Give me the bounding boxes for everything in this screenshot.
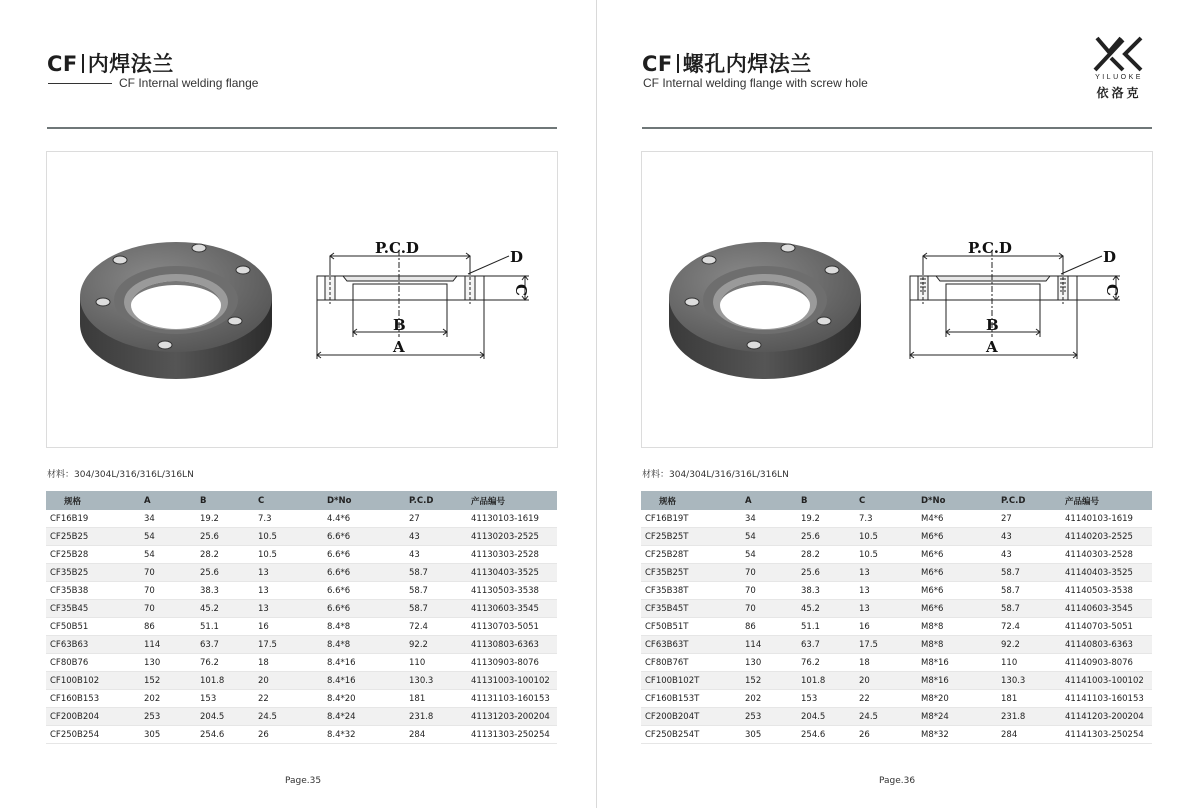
title-chinese: 螺孔内焊法兰	[682, 52, 812, 76]
table-row	[641, 672, 1152, 690]
table-cell: 41131203-200204	[449, 708, 557, 726]
table-cell: M8*20	[901, 690, 983, 708]
label-a: A	[986, 338, 998, 356]
table-cell: 41130903-8076	[449, 654, 557, 672]
table-cell: M8*32	[901, 726, 983, 744]
table-cell: CF35B38T	[641, 582, 725, 600]
table-cell: 70	[725, 582, 781, 600]
table-cell: CF25B25	[46, 528, 124, 546]
logo-mark-icon	[1087, 36, 1151, 72]
table-cell: 38.3	[781, 582, 839, 600]
table-cell: 114	[725, 636, 781, 654]
table-header-row	[641, 491, 1152, 510]
table-row	[641, 690, 1152, 708]
header-rule	[47, 127, 557, 129]
table-cell: 18	[238, 654, 307, 672]
table-row	[46, 726, 557, 744]
table-cell: 70	[725, 600, 781, 618]
table-cell: 254.6	[180, 726, 238, 744]
table-cell: 58.7	[983, 564, 1043, 582]
table-cell: 58.7	[391, 600, 449, 618]
label-d: D	[510, 248, 524, 266]
table-cell: 41130103-1619	[449, 510, 557, 528]
label-pcd: P.C.D	[375, 239, 419, 257]
table-cell: 41140703-5051	[1043, 618, 1152, 636]
label-b: B	[986, 316, 999, 334]
table-cell: M6*6	[901, 600, 983, 618]
column-header: 产品编号	[449, 491, 557, 510]
table-cell: 86	[725, 618, 781, 636]
table-cell: 254.6	[781, 726, 839, 744]
page-number: Page.35	[285, 776, 322, 786]
flange-illustration	[47, 152, 557, 447]
label-b: B	[393, 316, 406, 334]
table-cell: 20	[839, 672, 901, 690]
table-cell: 305	[124, 726, 180, 744]
table-cell: 43	[983, 528, 1043, 546]
table-cell: 13	[839, 600, 901, 618]
table-cell: CF16B19T	[641, 510, 725, 528]
table-cell: 8.4*20	[307, 690, 391, 708]
table-cell: 152	[124, 672, 180, 690]
flange-technical-drawing	[910, 250, 1120, 359]
table-cell: 54	[725, 528, 781, 546]
table-cell: 284	[391, 726, 449, 744]
table-cell: 19.2	[781, 510, 839, 528]
column-header: B	[781, 491, 839, 510]
table-row	[641, 618, 1152, 636]
table-cell: 13	[839, 564, 901, 582]
table-cell: 63.7	[180, 636, 238, 654]
table-cell: 41130703-5051	[449, 618, 557, 636]
table-cell: 41140903-8076	[1043, 654, 1152, 672]
table-cell: 13	[238, 600, 307, 618]
table-cell: 41131003-100102	[449, 672, 557, 690]
table-cell: 58.7	[983, 600, 1043, 618]
table-cell: CF80B76	[46, 654, 124, 672]
table-cell: 70	[725, 564, 781, 582]
table-row	[46, 636, 557, 654]
table-cell: 6.6*6	[307, 600, 391, 618]
table-cell: 204.5	[180, 708, 238, 726]
table-cell: 70	[124, 600, 180, 618]
table-cell: 63.7	[781, 636, 839, 654]
table-cell: 54	[124, 528, 180, 546]
table-cell: M6*6	[901, 546, 983, 564]
column-header: D*No	[901, 491, 983, 510]
table-cell: 10.5	[238, 528, 307, 546]
column-header: 规格	[641, 491, 725, 510]
table-row	[641, 600, 1152, 618]
table-cell: 7.3	[238, 510, 307, 528]
table-cell: 8.4*16	[307, 654, 391, 672]
table-cell: 101.8	[180, 672, 238, 690]
table-cell: 8.4*8	[307, 636, 391, 654]
table-cell: 13	[238, 582, 307, 600]
table-cell: 181	[391, 690, 449, 708]
column-header: C	[238, 491, 307, 510]
table-cell: 51.1	[180, 618, 238, 636]
table-cell: CF25B28T	[641, 546, 725, 564]
flange-illustration	[642, 152, 1152, 447]
table-cell: 41130603-3545	[449, 600, 557, 618]
table-cell: 43	[391, 528, 449, 546]
right-page	[597, 0, 1194, 808]
table-cell: 13	[238, 564, 307, 582]
table-cell: 41140803-6363	[1043, 636, 1152, 654]
table-cell: 41130203-2525	[449, 528, 557, 546]
title-separator	[677, 54, 679, 73]
title-code: CF	[642, 52, 673, 76]
table-row	[641, 708, 1152, 726]
table-cell: 70	[124, 582, 180, 600]
table-cell: 181	[983, 690, 1043, 708]
table-cell: 41141303-250254	[1043, 726, 1152, 744]
table-cell: 6.6*6	[307, 528, 391, 546]
table-cell: 25.6	[781, 528, 839, 546]
table-cell: CF100B102T	[641, 672, 725, 690]
page-subtitle: CF Internal welding flange with screw hole	[643, 76, 868, 90]
table-cell: CF200B204T	[641, 708, 725, 726]
table-row	[46, 618, 557, 636]
logo-chinese-text: 依洛克	[1096, 86, 1142, 100]
table-cell: 8.4*24	[307, 708, 391, 726]
table-cell: 41141003-100102	[1043, 672, 1152, 690]
table-cell: 253	[124, 708, 180, 726]
table-cell: 7.3	[839, 510, 901, 528]
table-cell: 152	[725, 672, 781, 690]
table-cell: M6*6	[901, 582, 983, 600]
table-cell: CF160B153T	[641, 690, 725, 708]
table-cell: 76.2	[781, 654, 839, 672]
table-header-row	[46, 491, 557, 510]
table-cell: M8*24	[901, 708, 983, 726]
page-subtitle: CF Internal welding flange	[119, 76, 259, 90]
table-cell: M8*8	[901, 636, 983, 654]
table-cell: 16	[839, 618, 901, 636]
flange-3d-render	[80, 242, 272, 379]
label-pcd: P.C.D	[968, 239, 1012, 257]
table-cell: 24.5	[238, 708, 307, 726]
table-cell: CF35B45T	[641, 600, 725, 618]
table-cell: 26	[839, 726, 901, 744]
table-cell: M8*16	[901, 672, 983, 690]
table-cell: CF250B254	[46, 726, 124, 744]
table-row	[641, 528, 1152, 546]
column-header: P.C.D	[391, 491, 449, 510]
table-cell: 43	[391, 546, 449, 564]
table-row	[641, 546, 1152, 564]
table-cell: 41140303-2528	[1043, 546, 1152, 564]
table-row	[641, 582, 1152, 600]
table-row	[641, 564, 1152, 582]
table-cell: 130.3	[391, 672, 449, 690]
column-header: B	[180, 491, 238, 510]
table-cell: 41140403-3525	[1043, 564, 1152, 582]
table-cell: 110	[391, 654, 449, 672]
flange-3d-render	[669, 242, 861, 379]
table-cell: 130	[725, 654, 781, 672]
table-cell: 19.2	[180, 510, 238, 528]
table-row	[641, 654, 1152, 672]
title-code: CF	[47, 52, 78, 76]
drawing-labels	[968, 239, 1121, 356]
table-cell: 54	[124, 546, 180, 564]
table-cell: M8*16	[901, 654, 983, 672]
spec-table	[46, 491, 557, 744]
table-cell: 110	[983, 654, 1043, 672]
subtitle-dash	[48, 83, 112, 84]
table-cell: 153	[180, 690, 238, 708]
table-cell: 18	[839, 654, 901, 672]
table-row	[641, 636, 1152, 654]
table-cell: 13	[839, 582, 901, 600]
table-row	[641, 510, 1152, 528]
table-cell: 10.5	[238, 546, 307, 564]
table-row	[46, 690, 557, 708]
table-cell: CF35B45	[46, 600, 124, 618]
table-cell: CF25B25T	[641, 528, 725, 546]
left-page	[0, 0, 596, 808]
label-a: A	[393, 338, 405, 356]
table-cell: 45.2	[781, 600, 839, 618]
column-header: 规格	[46, 491, 124, 510]
table-cell: 6.6*6	[307, 564, 391, 582]
table-cell: 130.3	[983, 672, 1043, 690]
page-number: Page.36	[879, 776, 916, 786]
label-c: C	[512, 284, 530, 296]
table-cell: 130	[124, 654, 180, 672]
table-cell: 34	[725, 510, 781, 528]
table-cell: CF50B51	[46, 618, 124, 636]
table-cell: 28.2	[180, 546, 238, 564]
table-cell: CF35B38	[46, 582, 124, 600]
table-cell: CF16B19	[46, 510, 124, 528]
table-cell: 41130303-2528	[449, 546, 557, 564]
table-cell: 25.6	[180, 528, 238, 546]
table-cell: 202	[725, 690, 781, 708]
table-row	[46, 528, 557, 546]
table-cell: 204.5	[781, 708, 839, 726]
table-cell: 153	[781, 690, 839, 708]
table-row	[641, 726, 1152, 744]
column-header: 产品编号	[1043, 491, 1152, 510]
header-rule	[642, 127, 1152, 129]
logo-brand-text: YILUOKE	[1095, 74, 1143, 81]
table-row	[46, 546, 557, 564]
page-title	[47, 48, 174, 78]
product-image-box	[46, 151, 558, 448]
table-cell: 10.5	[839, 546, 901, 564]
table-cell: 51.1	[781, 618, 839, 636]
table-cell: 41140203-2525	[1043, 528, 1152, 546]
column-header: A	[124, 491, 180, 510]
table-cell: CF160B153	[46, 690, 124, 708]
table-cell: 41141203-200204	[1043, 708, 1152, 726]
table-cell: 76.2	[180, 654, 238, 672]
table-cell: 10.5	[839, 528, 901, 546]
table-cell: 38.3	[180, 582, 238, 600]
table-cell: 6.6*6	[307, 546, 391, 564]
table-cell: 202	[124, 690, 180, 708]
table-cell: CF63B63T	[641, 636, 725, 654]
table-cell: 25.6	[781, 564, 839, 582]
table-cell: 41131103-160153	[449, 690, 557, 708]
table-cell: 8.4*16	[307, 672, 391, 690]
table-cell: 284	[983, 726, 1043, 744]
table-cell: 41140503-3538	[1043, 582, 1152, 600]
table-cell: 22	[839, 690, 901, 708]
table-cell: 22	[238, 690, 307, 708]
table-cell: 26	[238, 726, 307, 744]
column-header: P.C.D	[983, 491, 1043, 510]
table-cell: 41131303-250254	[449, 726, 557, 744]
table-cell: 4.4*6	[307, 510, 391, 528]
table-cell: 41140103-1619	[1043, 510, 1152, 528]
table-row	[46, 564, 557, 582]
table-cell: 20	[238, 672, 307, 690]
table-cell: 58.7	[983, 582, 1043, 600]
material-note: 材料：304/304L/316/316L/316LN	[47, 470, 194, 480]
table-cell: 41141103-160153	[1043, 690, 1152, 708]
table-cell: CF35B25	[46, 564, 124, 582]
table-row	[46, 672, 557, 690]
table-cell: 305	[725, 726, 781, 744]
table-cell: 231.8	[391, 708, 449, 726]
table-cell: CF100B102	[46, 672, 124, 690]
table-cell: 114	[124, 636, 180, 654]
table-cell: 41140603-3545	[1043, 600, 1152, 618]
table-cell: 92.2	[983, 636, 1043, 654]
table-cell: 17.5	[839, 636, 901, 654]
spec-table	[641, 491, 1152, 744]
brand-logo	[1087, 36, 1157, 100]
table-cell: 58.7	[391, 582, 449, 600]
table-cell: 8.4*8	[307, 618, 391, 636]
label-c: C	[1103, 284, 1121, 296]
table-cell: 253	[725, 708, 781, 726]
table-cell: CF63B63	[46, 636, 124, 654]
table-cell: 92.2	[391, 636, 449, 654]
table-cell: 101.8	[781, 672, 839, 690]
column-header: D*No	[307, 491, 391, 510]
table-cell: 54	[725, 546, 781, 564]
title-chinese: 内焊法兰	[87, 52, 174, 76]
table-cell: 8.4*32	[307, 726, 391, 744]
table-cell: 24.5	[839, 708, 901, 726]
table-cell: CF80B76T	[641, 654, 725, 672]
table-cell: CF35B25T	[641, 564, 725, 582]
table-cell: 58.7	[391, 564, 449, 582]
table-cell: 70	[124, 564, 180, 582]
table-cell: 28.2	[781, 546, 839, 564]
table-cell: 72.4	[391, 618, 449, 636]
table-cell: 27	[391, 510, 449, 528]
page-title	[642, 48, 812, 78]
table-cell: M6*6	[901, 528, 983, 546]
table-cell: M6*6	[901, 564, 983, 582]
table-row	[46, 600, 557, 618]
table-cell: M4*6	[901, 510, 983, 528]
table-cell: CF200B204	[46, 708, 124, 726]
label-d: D	[1103, 248, 1117, 266]
table-cell: 45.2	[180, 600, 238, 618]
table-cell: 231.8	[983, 708, 1043, 726]
table-cell: 41130803-6363	[449, 636, 557, 654]
title-separator	[82, 54, 84, 73]
table-row	[46, 654, 557, 672]
table-cell: 41130503-3538	[449, 582, 557, 600]
table-cell: 16	[238, 618, 307, 636]
column-header: A	[725, 491, 781, 510]
table-cell: 25.6	[180, 564, 238, 582]
table-cell: 86	[124, 618, 180, 636]
table-cell: M8*8	[901, 618, 983, 636]
table-cell: CF50B51T	[641, 618, 725, 636]
table-cell: 43	[983, 546, 1043, 564]
table-cell: 27	[983, 510, 1043, 528]
table-cell: 34	[124, 510, 180, 528]
table-cell: CF25B28	[46, 546, 124, 564]
table-cell: 41130403-3525	[449, 564, 557, 582]
table-cell: CF250B254T	[641, 726, 725, 744]
table-row	[46, 510, 557, 528]
table-cell: 6.6*6	[307, 582, 391, 600]
table-row	[46, 582, 557, 600]
product-image-box	[641, 151, 1153, 448]
material-note: 材料：304/304L/316/316L/316LN	[642, 470, 789, 480]
table-cell: 72.4	[983, 618, 1043, 636]
table-cell: 17.5	[238, 636, 307, 654]
column-header: C	[839, 491, 901, 510]
flange-technical-drawing	[317, 250, 529, 359]
table-row	[46, 708, 557, 726]
